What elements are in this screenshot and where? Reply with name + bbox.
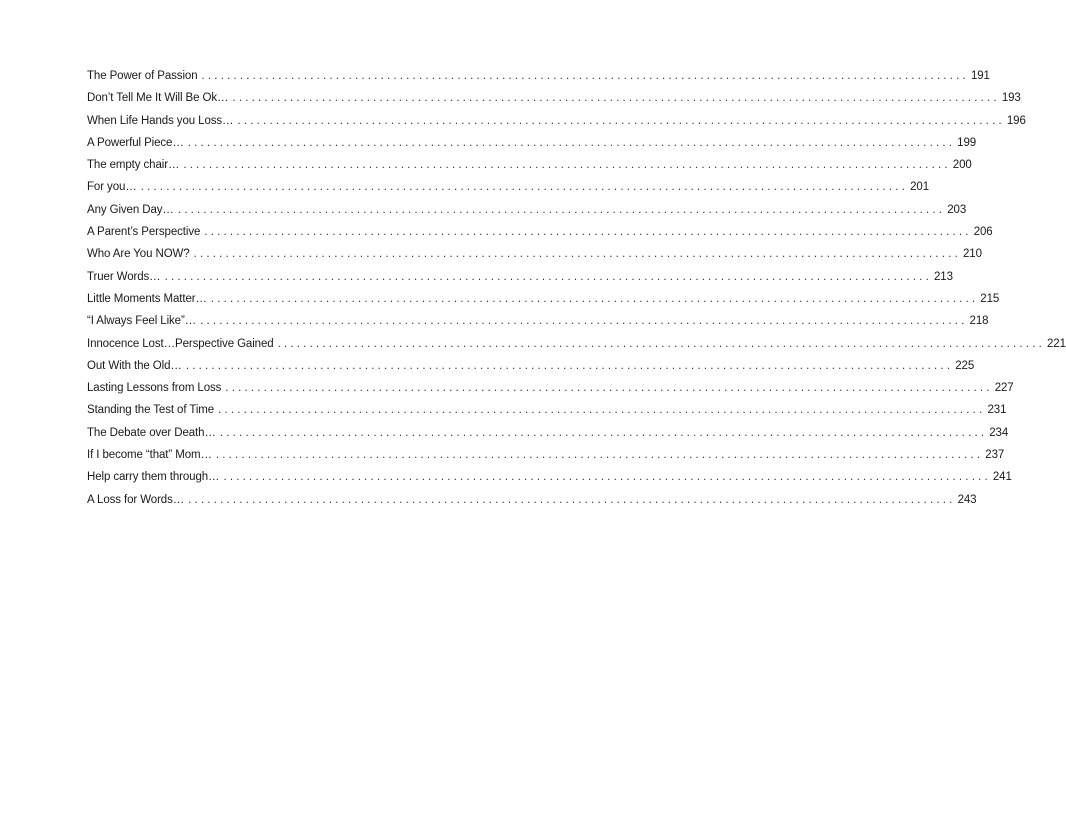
toc-dot-leader: ........................................................................................................................ xyxy=(200,315,968,328)
toc-entry xyxy=(87,292,1000,315)
toc-entry xyxy=(87,449,1005,471)
toc-entry-page: 231 xyxy=(987,404,1007,417)
toc-entry-page: 203 xyxy=(947,203,967,216)
toc-dot-leader: ........................................................................................................................ xyxy=(204,226,972,239)
toc-dot-leader: ........................................................................................................................ xyxy=(187,136,956,149)
toc-entry-page: 225 xyxy=(955,359,975,372)
toc-entry xyxy=(87,315,989,337)
toc-entry-title: Help carry them through… xyxy=(87,471,220,484)
toc-entry xyxy=(87,70,990,92)
toc-entry xyxy=(87,181,929,203)
toc-entry-page: 210 xyxy=(963,248,982,261)
toc-entry xyxy=(87,248,982,270)
toc-entry-title: Innocence Lost…Perspective Gained xyxy=(87,337,274,350)
toc-entry-title: Who Are You NOW? xyxy=(87,248,190,261)
toc-entry-page: 241 xyxy=(992,471,1012,484)
toc-entry-title: For you… xyxy=(87,181,137,194)
toc-dot-leader: ........................................................................................................................ xyxy=(193,248,962,261)
toc-entry-page: 227 xyxy=(994,382,1014,395)
toc-entry-title: “I Always Feel Like”… xyxy=(87,315,197,328)
toc-entry-title: A Loss for Words… xyxy=(87,493,185,506)
toc-entry xyxy=(87,493,977,516)
toc-entry-title: The Debate over Death… xyxy=(87,426,216,439)
toc-dot-leader: ........................................................................................................................ xyxy=(177,203,946,216)
toc-entry-page: 234 xyxy=(989,426,1009,439)
toc-dot-leader: ........................................................................................................................ xyxy=(277,337,1045,350)
toc-dot-leader: ........................................................................................................................ xyxy=(218,404,986,417)
toc-entry-page: 221 xyxy=(1047,337,1066,350)
toc-dot-leader: ........................................................................................................................ xyxy=(201,70,969,82)
toc-entry-page: 215 xyxy=(980,292,1000,305)
toc-entry-page: 200 xyxy=(952,159,972,172)
toc-entry-page: 213 xyxy=(933,270,953,283)
table-of-contents xyxy=(87,70,1066,516)
toc-entry xyxy=(87,226,993,248)
toc-entry-title: Any Given Day… xyxy=(87,203,174,216)
toc-entry-page: 206 xyxy=(973,226,993,239)
toc-dot-leader: ........................................................................................................................ xyxy=(223,471,991,484)
toc-entry-title: A Parent’s Perspective xyxy=(87,226,201,239)
toc-entry xyxy=(87,270,953,293)
toc-dot-leader: ........................................................................................................................ xyxy=(188,493,956,506)
toc-entry xyxy=(87,159,972,181)
toc-entry-title: Out With the Old… xyxy=(87,359,182,372)
toc-entry xyxy=(87,404,1007,426)
toc-entry xyxy=(87,471,1012,493)
toc-entry xyxy=(87,359,975,382)
toc-dot-leader: ........................................................................................................................ xyxy=(215,449,984,462)
toc-entry-page: 199 xyxy=(957,136,977,149)
toc-entry-title: Don’t Tell Me It Will Be Ok… xyxy=(87,92,229,105)
toc-entry-page: 193 xyxy=(1001,92,1021,105)
toc-entry-title: When Life Hands you Loss… xyxy=(87,114,234,127)
toc-entry-title: The empty chair… xyxy=(87,159,180,172)
toc-dot-leader: ........................................................................................................................ xyxy=(140,181,909,194)
toc-entry-title: Truer Words… xyxy=(87,270,161,283)
toc-entry-page: 237 xyxy=(985,449,1005,462)
toc-entry-title: If I become “that” Mom… xyxy=(87,449,212,462)
toc-dot-leader: ........................................................................................................................ xyxy=(164,270,932,283)
toc-dot-leader: ........................................................................................................................ xyxy=(225,382,993,395)
toc-entry-title: Standing the Test of Time xyxy=(87,404,215,417)
toc-entry-title: Little Moments Matter… xyxy=(87,292,207,305)
toc-dot-leader: ........................................................................................................................ xyxy=(237,114,1005,127)
toc-entry-title: Lasting Lessons from Loss xyxy=(87,382,222,395)
toc-entry-page: 196 xyxy=(1006,114,1026,127)
toc-entry xyxy=(87,114,1026,137)
toc-dot-leader: ........................................................................................................................ xyxy=(185,359,954,372)
toc-entry-page: 218 xyxy=(969,315,989,328)
toc-entry-title: A Powerful Piece… xyxy=(87,136,184,149)
toc-entry xyxy=(87,382,1014,404)
toc-entry-page: 191 xyxy=(970,70,990,82)
toc-entry-page: 243 xyxy=(957,493,977,506)
toc-entry xyxy=(87,337,1066,360)
toc-entry xyxy=(87,203,967,226)
toc-entry xyxy=(87,92,1021,114)
toc-entry-title: The Power of Passion xyxy=(87,70,198,82)
toc-dot-leader: ........................................................................................................................ xyxy=(210,292,979,305)
toc-entry xyxy=(87,426,1009,449)
toc-entry xyxy=(87,136,977,159)
toc-dot-leader: ........................................................................................................................ xyxy=(183,159,951,172)
toc-dot-leader: ........................................................................................................................ xyxy=(219,426,988,439)
toc-dot-leader: ........................................................................................................................ xyxy=(232,92,1000,105)
toc-entry-page: 201 xyxy=(910,181,929,194)
